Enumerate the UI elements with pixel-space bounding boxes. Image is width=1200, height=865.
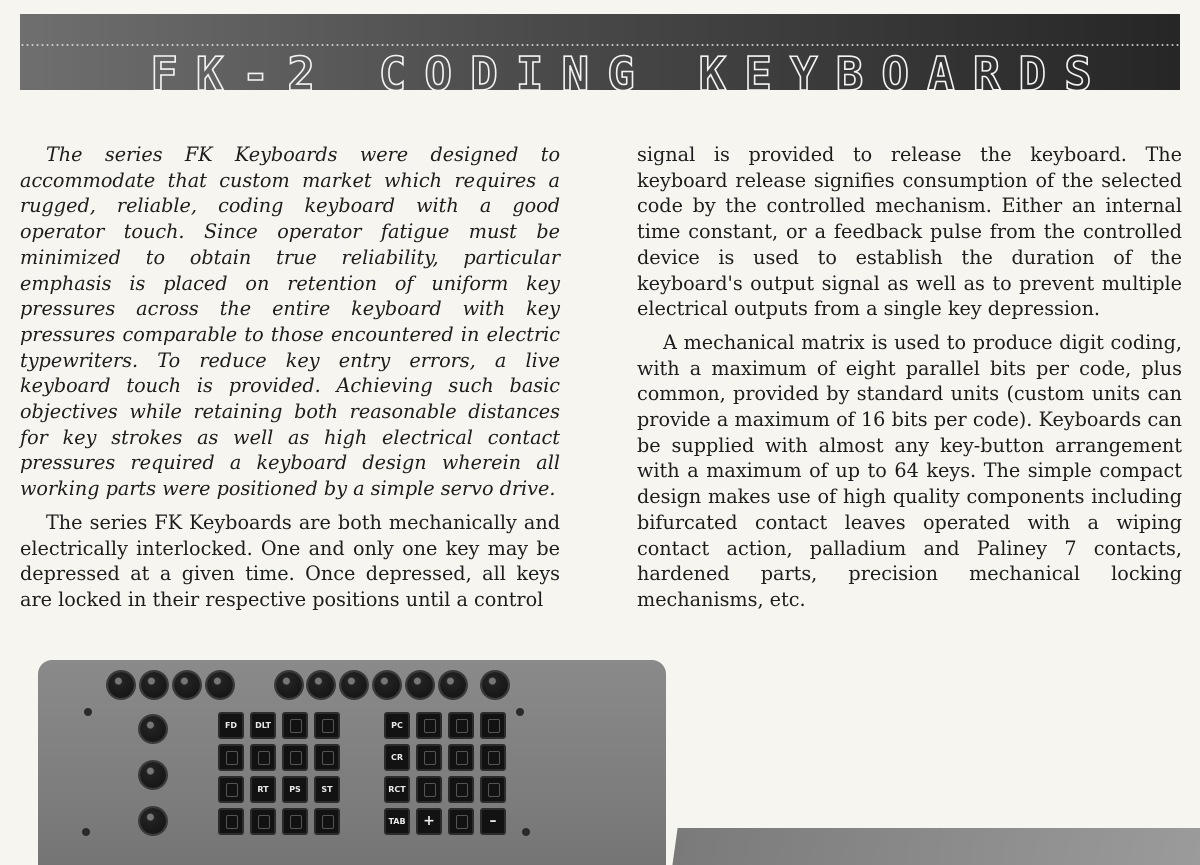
- indicator-knob-icon: [341, 672, 367, 698]
- indicator-knob-icon: [482, 672, 508, 698]
- page-title: FK-2 CODING KEYBOARDS: [150, 47, 1110, 90]
- key-blank: [250, 744, 276, 771]
- intro-paragraph: The series FK Keyboards were designed to accommodate that custom market which requires a rugged, reliable, coding keyboard with a good operator touch. Since operator fatigue must be minimized to obtain true reliability, particular emphasis is placed on retention of uniform key pressures across the entire keyboard with key pressures comparable to those encountered in electric typewriters. To reduce key entry errors, a live keyboard touch is provided. Achieving such basic objectives while retaining both reasonable distances for key strokes as well as high electrical contact pressures required a keyboard design wherein all working parts were positioned by a simple servo drive.: [20, 143, 560, 501]
- key-minus: –: [480, 808, 506, 835]
- key-st: ST: [314, 776, 340, 803]
- key-blank: [448, 712, 474, 739]
- matrix-paragraph: A mechanical matrix is used to produce digit coding, with a maximum of eight parallel bits per code, plus common, provided by standard units (custom units can provide a maximum of 16 bits per code). Keyboards can be supplied with almost any key-button arrangement with a maximum of up to 64 keys. The simple compact design makes use of high quality components including bifurcated contact leaves operated with a wiping contact action, palladium and Paliney 7 contacts, hardened parts, precision mechanical locking mechanisms, etc.: [637, 330, 1182, 611]
- screw-icon: [82, 828, 90, 836]
- key-blank: [282, 808, 308, 835]
- screw-icon: [522, 828, 530, 836]
- title-banner: [20, 14, 1180, 90]
- key-dlt: DLT: [250, 712, 276, 739]
- indicator-knob-icon: [207, 672, 233, 698]
- key-blank: [314, 712, 340, 739]
- side-knob-icon: [140, 808, 166, 834]
- keyboard-console: [38, 660, 666, 865]
- key-blank: [282, 744, 308, 771]
- indicator-knob-icon: [308, 672, 334, 698]
- key-blank: [218, 744, 244, 771]
- key-blank: [218, 776, 244, 803]
- indicator-knob-icon: [440, 672, 466, 698]
- key-blank: [480, 776, 506, 803]
- key-rt: RT: [250, 776, 276, 803]
- side-knob-icon: [140, 762, 166, 788]
- key-cr: CR: [384, 744, 410, 771]
- side-knob-icon: [140, 716, 166, 742]
- key-blank: [250, 808, 276, 835]
- key-blank: [480, 712, 506, 739]
- key-blank: [282, 712, 308, 739]
- left-text-column: [20, 142, 560, 613]
- release-paragraph: signal is provided to release the keyboard. The keyboard release signifies consumption of the selected code by the controlled mechanism. Either an internal time constant, or a feedback pulse from the controlled device is used to establish the duration of the keyboard's output signal as well as to prevent multiple electrical outputs from a single key depression.: [637, 143, 1182, 321]
- key-plus: +: [416, 808, 442, 835]
- indicator-knob-icon: [174, 672, 200, 698]
- indicator-knob-icon: [108, 672, 134, 698]
- key-blank: [218, 808, 244, 835]
- photo-background-panel: [672, 828, 1200, 865]
- indicator-knob-icon: [276, 672, 302, 698]
- key-blank: [448, 808, 474, 835]
- indicator-knob-icon: [374, 672, 400, 698]
- key-blank: [448, 744, 474, 771]
- key-ps: PS: [282, 776, 308, 803]
- screw-icon: [516, 708, 524, 716]
- key-blank: [314, 744, 340, 771]
- key-rct: RCT: [384, 776, 410, 803]
- key-blank: [416, 712, 442, 739]
- key-blank: [448, 776, 474, 803]
- interlock-paragraph: The series FK Keyboards are both mechanically and electrically interlocked. One and only one key may be depressed at a given time. Once depressed, all keys are locked in their respective positions until a control: [20, 510, 560, 611]
- key-blank: [416, 776, 442, 803]
- key-blank: [416, 744, 442, 771]
- key-blank: [314, 808, 340, 835]
- indicator-knob-icon: [141, 672, 167, 698]
- key-pc: PC: [384, 712, 410, 739]
- key-fd: FD: [218, 712, 244, 739]
- screw-icon: [84, 708, 92, 716]
- indicator-knob-icon: [407, 672, 433, 698]
- key-tab: TAB: [384, 808, 410, 835]
- key-blank: [480, 744, 506, 771]
- keyboard-photo: [0, 628, 1200, 865]
- right-text-column: [637, 142, 1182, 613]
